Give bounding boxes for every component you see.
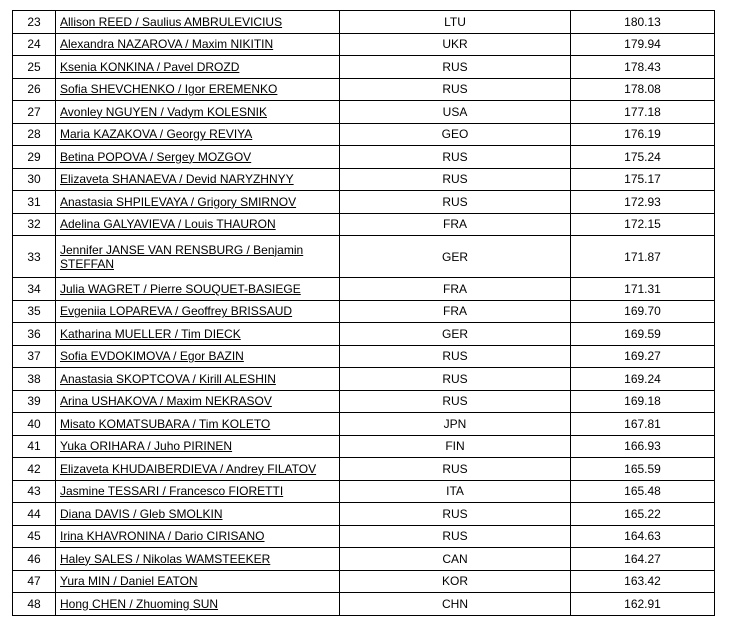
nation-cell: RUS: [340, 503, 571, 526]
rank-cell: 26: [13, 78, 56, 101]
couple-name-link[interactable]: Avonley NGUYEN / Vadym KOLESNIK: [60, 104, 267, 119]
rank-cell: 29: [13, 146, 56, 169]
name-cell: [56, 368, 340, 391]
rank-cell: 28: [13, 123, 56, 146]
nation-cell: FIN: [340, 435, 571, 458]
score-cell: 165.22: [571, 503, 715, 526]
score-cell: 169.24: [571, 368, 715, 391]
nation-cell: CAN: [340, 548, 571, 571]
rank-cell: 44: [13, 503, 56, 526]
nation-cell: FRA: [340, 213, 571, 236]
rank-cell: 40: [13, 413, 56, 436]
score-cell: 177.18: [571, 101, 715, 124]
name-cell: [56, 525, 340, 548]
score-cell: 169.70: [571, 300, 715, 323]
table-row: [13, 101, 715, 124]
couple-name-link[interactable]: Diana DAVIS / Gleb SMOLKIN: [60, 506, 223, 521]
table-row: [13, 548, 715, 571]
name-cell: [56, 168, 340, 191]
rank-cell: 27: [13, 101, 56, 124]
rank-cell: 23: [13, 11, 56, 34]
nation-cell: RUS: [340, 191, 571, 214]
score-cell: 180.13: [571, 11, 715, 34]
table-row: [13, 300, 715, 323]
name-cell: [56, 300, 340, 323]
couple-name-link[interactable]: Jasmine TESSARI / Francesco FIORETTI: [60, 484, 284, 499]
nation-cell: RUS: [340, 525, 571, 548]
couple-name-link[interactable]: Yura MIN / Daniel EATON: [60, 574, 198, 589]
table-row: [13, 278, 715, 301]
score-cell: 179.94: [571, 33, 715, 56]
name-cell: [56, 480, 340, 503]
name-cell: [56, 413, 340, 436]
score-cell: 169.18: [571, 390, 715, 413]
rank-cell: 25: [13, 56, 56, 79]
score-cell: 165.59: [571, 458, 715, 481]
nation-cell: UKR: [340, 33, 571, 56]
table-row: [13, 123, 715, 146]
couple-name-link[interactable]: Katharina MUELLER / Tim DIECK: [60, 326, 241, 341]
nation-cell: RUS: [340, 458, 571, 481]
nation-cell: RUS: [340, 390, 571, 413]
couple-name-link[interactable]: Jennifer JANSE VAN RENSBURG / Benjamin STEFFAN: [60, 242, 304, 271]
name-cell: [56, 570, 340, 593]
couple-name-link[interactable]: Haley SALES / Nikolas WAMSTEEKER: [60, 551, 271, 566]
couple-name-link[interactable]: Anastasia SHPILEVAYA / Grigory SMIRNOV: [60, 194, 297, 209]
couple-name-link[interactable]: Yuka ORIHARA / Juho PIRINEN: [60, 439, 233, 454]
rank-cell: 24: [13, 33, 56, 56]
score-cell: 175.17: [571, 168, 715, 191]
name-cell: [56, 236, 340, 278]
rank-cell: 31: [13, 191, 56, 214]
rank-cell: 37: [13, 345, 56, 368]
name-cell: [56, 278, 340, 301]
rank-cell: 33: [13, 236, 56, 278]
table-row: [13, 33, 715, 56]
nation-cell: FRA: [340, 300, 571, 323]
nation-cell: USA: [340, 101, 571, 124]
rank-cell: 34: [13, 278, 56, 301]
nation-cell: ITA: [340, 480, 571, 503]
name-cell: [56, 213, 340, 236]
rank-cell: 41: [13, 435, 56, 458]
nation-cell: RUS: [340, 345, 571, 368]
couple-name-link[interactable]: Ksenia KONKINA / Pavel DROZD: [60, 59, 240, 74]
couple-name-link[interactable]: Maria KAZAKOVA / Georgy REVIYA: [60, 127, 253, 142]
score-cell: 171.31: [571, 278, 715, 301]
score-cell: 165.48: [571, 480, 715, 503]
rank-cell: 30: [13, 168, 56, 191]
table-row: [13, 390, 715, 413]
score-cell: 172.93: [571, 191, 715, 214]
table-row: [13, 56, 715, 79]
name-cell: [56, 458, 340, 481]
couple-name-link[interactable]: Evgeniia LOPAREVA / Geoffrey BRISSAUD: [60, 304, 293, 319]
name-cell: [56, 11, 340, 34]
couple-name-link[interactable]: Irina KHAVRONINA / Dario CIRISANO: [60, 529, 265, 544]
couple-name-link[interactable]: Sofia SHEVCHENKO / Igor EREMENKO: [60, 82, 278, 97]
rank-cell: 35: [13, 300, 56, 323]
score-cell: 169.59: [571, 323, 715, 346]
rank-cell: 38: [13, 368, 56, 391]
table-row: [13, 368, 715, 391]
nation-cell: KOR: [340, 570, 571, 593]
table-row: [13, 213, 715, 236]
name-cell: [56, 593, 340, 616]
table-row: [13, 593, 715, 616]
name-cell: [56, 390, 340, 413]
results-body: [13, 11, 715, 616]
couple-name-link[interactable]: Misato KOMATSUBARA / Tim KOLETO: [60, 416, 271, 431]
nation-cell: RUS: [340, 168, 571, 191]
couple-name-link[interactable]: Julia WAGRET / Pierre SOUQUET-BASIEGE: [60, 281, 301, 296]
nation-cell: RUS: [340, 368, 571, 391]
nation-cell: RUS: [340, 146, 571, 169]
score-cell: 175.24: [571, 146, 715, 169]
score-cell: 167.81: [571, 413, 715, 436]
nation-cell: RUS: [340, 78, 571, 101]
couple-name-link[interactable]: Arina USHAKOVA / Maxim NEKRASOV: [60, 394, 272, 409]
nation-cell: GER: [340, 236, 571, 278]
nation-cell: GEO: [340, 123, 571, 146]
score-cell: 163.42: [571, 570, 715, 593]
table-row: [13, 146, 715, 169]
nation-cell: CHN: [340, 593, 571, 616]
table-row: [13, 570, 715, 593]
name-cell: [56, 33, 340, 56]
table-row: [13, 435, 715, 458]
couple-name-link[interactable]: Adelina GALYAVIEVA / Louis THAURON: [60, 217, 276, 232]
name-cell: [56, 323, 340, 346]
table-row: [13, 480, 715, 503]
score-cell: 171.87: [571, 236, 715, 278]
table-row: [13, 413, 715, 436]
table-row: [13, 458, 715, 481]
table-row: [13, 236, 715, 278]
couple-name-link[interactable]: Elizaveta SHANAEVA / Devid NARYZHNYY: [60, 172, 294, 187]
score-cell: 176.19: [571, 123, 715, 146]
couple-name-link[interactable]: Allison REED / Saulius AMBRULEVICIUS: [60, 14, 283, 29]
score-cell: 169.27: [571, 345, 715, 368]
table-row: [13, 323, 715, 346]
name-cell: [56, 56, 340, 79]
table-row: [13, 11, 715, 34]
table-row: [13, 168, 715, 191]
rank-cell: 43: [13, 480, 56, 503]
results-table: [12, 10, 715, 616]
table-row: [13, 191, 715, 214]
name-cell: [56, 123, 340, 146]
couple-name-link[interactable]: Anastasia SKOPTCOVA / Kirill ALESHIN: [60, 371, 276, 386]
score-cell: 178.08: [571, 78, 715, 101]
rank-cell: 36: [13, 323, 56, 346]
rank-cell: 48: [13, 593, 56, 616]
name-cell: [56, 548, 340, 571]
rank-cell: 42: [13, 458, 56, 481]
rank-cell: 46: [13, 548, 56, 571]
table-row: [13, 503, 715, 526]
score-cell: 166.93: [571, 435, 715, 458]
couple-name-link[interactable]: Elizaveta KHUDAIBERDIEVA / Andrey FILATOV: [60, 461, 317, 476]
rank-cell: 47: [13, 570, 56, 593]
rank-cell: 32: [13, 213, 56, 236]
name-cell: [56, 146, 340, 169]
score-cell: 164.63: [571, 525, 715, 548]
couple-name-link[interactable]: Sofia EVDOKIMOVA / Egor BAZIN: [60, 349, 244, 364]
name-cell: [56, 78, 340, 101]
couple-name-link[interactable]: Alexandra NAZAROVA / Maxim NIKITIN: [60, 37, 274, 52]
table-row: [13, 345, 715, 368]
nation-cell: RUS: [340, 56, 571, 79]
couple-name-link[interactable]: Hong CHEN / Zhuoming SUN: [60, 596, 219, 611]
name-cell: [56, 345, 340, 368]
nation-cell: GER: [340, 323, 571, 346]
score-cell: 164.27: [571, 548, 715, 571]
name-cell: [56, 503, 340, 526]
score-cell: 172.15: [571, 213, 715, 236]
rank-cell: 39: [13, 390, 56, 413]
name-cell: [56, 101, 340, 124]
name-cell: [56, 435, 340, 458]
score-cell: 162.91: [571, 593, 715, 616]
nation-cell: FRA: [340, 278, 571, 301]
table-row: [13, 78, 715, 101]
nation-cell: LTU: [340, 11, 571, 34]
name-cell: [56, 191, 340, 214]
rank-cell: 45: [13, 525, 56, 548]
couple-name-link[interactable]: Betina POPOVA / Sergey MOZGOV: [60, 149, 252, 164]
table-row: [13, 525, 715, 548]
nation-cell: JPN: [340, 413, 571, 436]
score-cell: 178.43: [571, 56, 715, 79]
